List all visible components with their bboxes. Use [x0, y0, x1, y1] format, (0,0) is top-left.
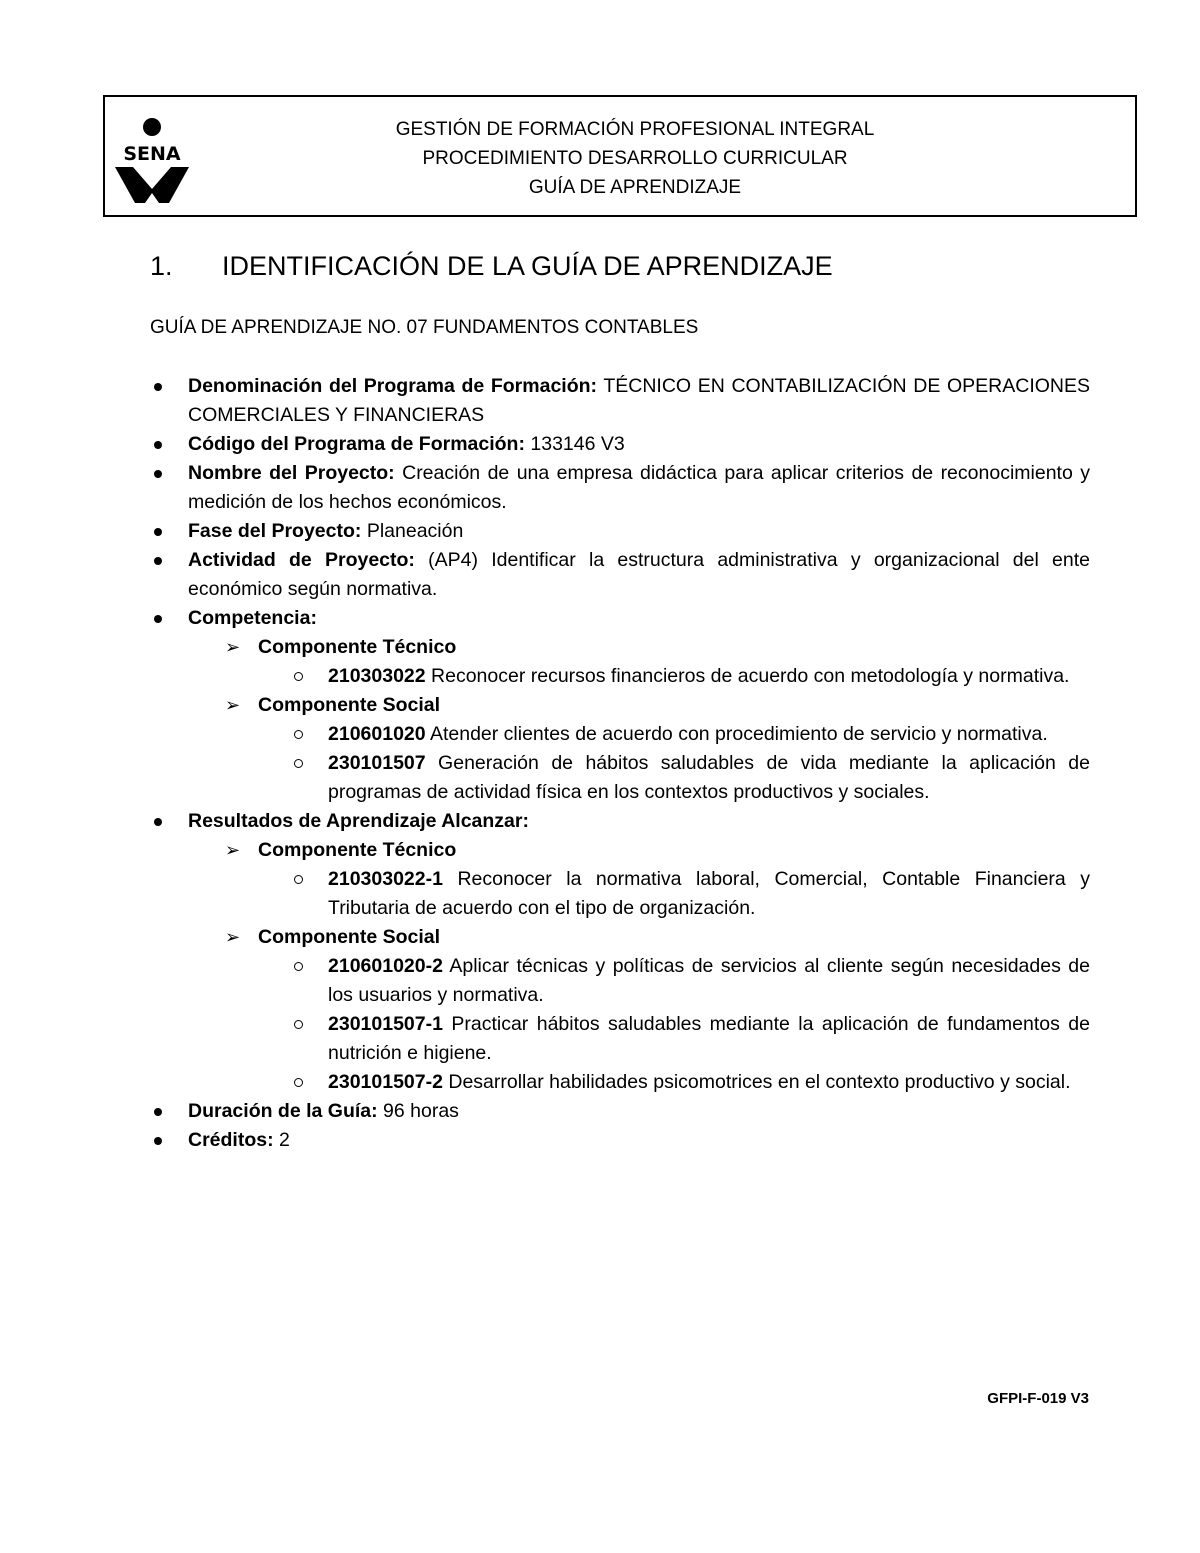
- result-item: [150, 1010, 1090, 1068]
- circle-bullet-icon: [294, 1078, 303, 1087]
- competence-code: 210303022: [328, 665, 426, 687]
- results-social-heading: ➢ Componente Social: [150, 923, 1090, 952]
- competence-text: Reconocer recursos financieros de acuerdo con metodología y normativa.: [425, 665, 1070, 687]
- result-code: 210303022-1: [328, 868, 443, 890]
- competence-social-heading: ➢ Componente Social: [150, 691, 1090, 720]
- competence-item: [150, 720, 1090, 749]
- field-value: TÉCNICO EN CONTABILIZACIÓN DE OPERACIONES COMERCIALES Y FINANCIERAS: [188, 375, 1090, 426]
- field-label: Denominación del Programa de Formación:: [188, 375, 598, 397]
- result-text: Desarrollar habilidades psicomotrices en el contexto productivo y social.: [442, 1071, 1071, 1093]
- field-label: Código del Programa de Formación:: [188, 433, 525, 455]
- field-label: Duración de la Guía:: [188, 1100, 378, 1122]
- result-item: [150, 1068, 1090, 1097]
- bullet-icon: [154, 557, 162, 565]
- list-item-duration: [150, 1097, 1090, 1126]
- results-technical-heading: ➢ Componente Técnico: [150, 836, 1090, 865]
- result-code: 230101507-2: [328, 1071, 443, 1093]
- identification-list: [150, 372, 1090, 1155]
- field-value: 133146 V3: [524, 433, 625, 455]
- circle-bullet-icon: [294, 672, 303, 681]
- list-item-code: [150, 430, 1090, 459]
- field-label: Fase del Proyecto:: [188, 520, 362, 542]
- result-text: Reconocer la normativa laboral, Comercial, Contable Financiera y Tributaria de acuerdo con el tipo de organización.: [328, 868, 1090, 919]
- bullet-icon: [154, 1108, 162, 1116]
- competence-item: [150, 662, 1090, 691]
- arrow-bullet-icon: ➢: [225, 840, 241, 860]
- form-code: GFPI-F-019 V3: [987, 1390, 1089, 1407]
- field-label: Resultados de Aprendizaje Alcanzar:: [188, 810, 529, 832]
- list-item-project: [150, 459, 1090, 517]
- bullet-icon: [154, 615, 162, 623]
- circle-bullet-icon: [294, 875, 303, 884]
- circle-bullet-icon: [294, 962, 303, 971]
- header-text: [105, 115, 1135, 202]
- circle-bullet-icon: [294, 759, 303, 768]
- section-number: 1.: [150, 251, 173, 281]
- header-line-1: GESTIÓN DE FORMACIÓN PROFESIONAL INTEGRAL: [395, 119, 875, 140]
- bullet-icon: [154, 818, 162, 826]
- competence-code: 210601020: [328, 723, 426, 745]
- circle-bullet-icon: [294, 730, 303, 739]
- logo-text: SENA: [123, 143, 181, 165]
- bullet-icon: [154, 1137, 162, 1145]
- competence-text: Atender clientes de acuerdo con procedimiento de servicio y normativa.: [425, 723, 1048, 745]
- arrow-bullet-icon: ➢: [225, 927, 241, 947]
- competence-item: [150, 749, 1090, 807]
- header-line-3: GUÍA DE APRENDIZAJE: [528, 177, 742, 198]
- header-line-2: PROCEDIMIENTO DESARROLLO CURRICULAR: [422, 148, 848, 169]
- bullet-icon: [154, 470, 162, 478]
- section-title-text: IDENTIFICACIÓN DE LA GUÍA DE APRENDIZAJE: [222, 251, 833, 281]
- field-label: Nombre del Proyecto:: [188, 462, 395, 484]
- list-item-competence: [150, 604, 1090, 633]
- field-value: 2: [273, 1129, 290, 1151]
- result-code: 230101507-1: [328, 1013, 443, 1035]
- arrow-bullet-icon: ➢: [225, 637, 241, 657]
- field-value: Creación de una empresa didáctica para aplicar criterios de reconocimiento y medición de los hechos económicos.: [188, 462, 1090, 513]
- field-value: (AP4) Identificar la estructura administrativa y organizacional del ente económico según normativa.: [188, 549, 1090, 600]
- result-text: Practicar hábitos saludables mediante la aplicación de fundamentos de nutrición e higiene.: [328, 1013, 1090, 1064]
- circle-bullet-icon: [294, 1020, 303, 1029]
- result-item: [150, 865, 1090, 923]
- field-value: 96 horas: [377, 1100, 459, 1122]
- bullet-icon: [154, 383, 162, 391]
- arrow-bullet-icon: ➢: [225, 695, 241, 715]
- list-item-program: [150, 372, 1090, 430]
- field-label: Competencia:: [188, 607, 317, 629]
- bullet-icon: [154, 441, 162, 449]
- bullet-icon: [154, 528, 162, 536]
- competence-code: 230101507: [328, 752, 426, 774]
- document-header: [103, 95, 1137, 217]
- competence-text: Generación de hábitos saludables de vida mediante la aplicación de programas de actividad física en los contextos productivos y sociales.: [328, 752, 1090, 803]
- list-item-phase: [150, 517, 1090, 546]
- field-value: Planeación: [361, 520, 464, 542]
- result-item: [150, 952, 1090, 1010]
- result-code: 210601020-2: [328, 955, 443, 977]
- guide-title: GUÍA DE APRENDIZAJE NO. 07 FUNDAMENTOS CONTABLES: [150, 317, 699, 338]
- list-item-results: [150, 807, 1090, 836]
- list-item-activity: [150, 546, 1090, 604]
- list-item-credits: [150, 1126, 1090, 1155]
- section-heading: [150, 248, 833, 284]
- field-label: Créditos:: [188, 1129, 274, 1151]
- field-label: Actividad de Proyecto:: [188, 549, 415, 571]
- competence-technical-heading: ➢ Componente Técnico: [150, 633, 1090, 662]
- result-text: Aplicar técnicas y políticas de servicios al cliente según necesidades de los usuarios y normativa.: [328, 955, 1090, 1006]
